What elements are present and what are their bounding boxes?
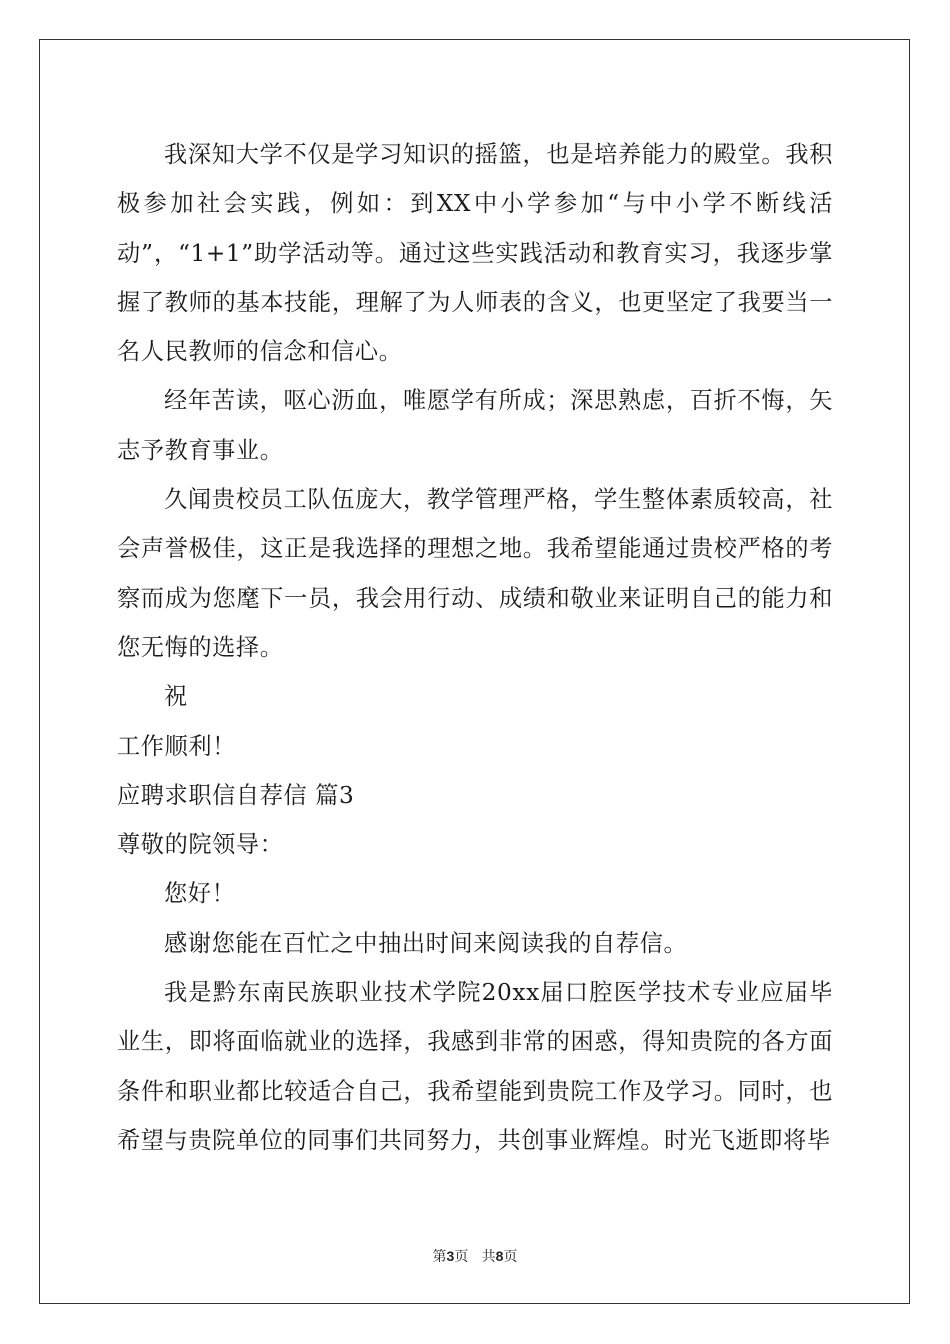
paragraph-school: 久闻贵校员工队伍庞大，教学管理严格，学生整体素质较高，社会声誉极佳，这正是我选择的理想之地。我希望能通过贵校严格的考察而成为您麾下一员，我会用行动、成绩和敬业来证明自己的能力和您无悔的选择。 xyxy=(117,486,833,661)
salutation: 尊敬的院领导： xyxy=(117,831,284,859)
page-footer xyxy=(0,1246,950,1266)
total-prefix: 共 xyxy=(481,1249,496,1265)
paragraph-intro: 我是黔东南民族职业技术学院20xx届口腔医学技术专业应届毕业生，即将面临就业的选择，我感到非常的困惑，得知贵院的各方面条件和职业都比较适合自己，我希望能到贵院工作及学习。同时，也希望与贵院单位的同事们共同努力，共创事业辉煌。时光飞逝即将毕 xyxy=(117,979,833,1154)
paragraph-thanks: 感谢您能在百忙之中抽出时间来阅读我的自荐信。 xyxy=(164,929,688,957)
total-suffix: 页 xyxy=(503,1249,518,1265)
page-suffix: 页 xyxy=(454,1249,469,1265)
page-prefix: 第 xyxy=(432,1249,447,1265)
paragraph-study: 经年苦读，呕心沥血，唯愿学有所成；深思熟虑，百折不悔，矢志予教育事业。 xyxy=(117,387,833,464)
total-pages: 8 xyxy=(495,1248,504,1264)
greeting: 您好！ xyxy=(164,880,236,908)
closing-wish: 祝 xyxy=(164,683,188,711)
closing-blessing: 工作顺利！ xyxy=(117,732,236,760)
letter-body xyxy=(117,130,833,1165)
paragraph-practice: 我深知大学不仅是学习知识的摇篮，也是培养能力的殿堂。我积极参加社会实践，例如：到XX中小学参加“与中小学不断线活动”，“1+1”助学活动等。通过这些实践活动和教育实习，我逐步掌握了教师的基本技能，理解了为人师表的含义，也更坚定了我要当一名人民教师的信念和信心。 xyxy=(117,141,833,366)
page-number: 3 xyxy=(446,1248,455,1264)
section-title: 应聘求职信自荐信 篇3 xyxy=(117,781,355,809)
